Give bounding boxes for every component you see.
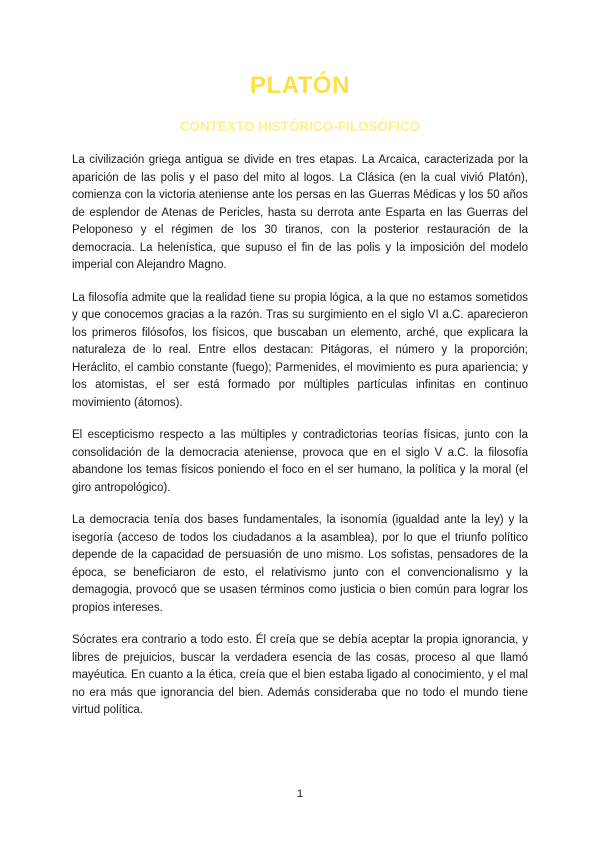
- page-number: 1: [296, 788, 304, 800]
- document-subtitle: CONTEXTO HISTÓRICO-FILOSÓFICO: [179, 119, 421, 134]
- paragraph-etapas: La civilización griega antigua se divide en tres etapas. La Arcaica, caracterizada por la aparición de las polis y el paso del mito al logos. La Clásica (en la cual vivió Platón), comienza con la victoria ateniense ante los persas en las Guerras Médicas y los 50 años de esplendor de Atenas de Pericles, hasta su derrota ante Esparta en las Guerras del Peloponeso y el régimen de los 30 tiranos, con la posterior restauración de la democracia. La helenística, que supuso el fin de las polis y la imposición del modelo imperial con Alejandro Magno.: [72, 154, 528, 271]
- paragraph-democracia: La democracia tenía dos bases fundamentales, la isonomía (igualdad ante la ley) y la isegoría (acceso de todos los ciudadanos a la asamblea), por lo que el triunfo político depende de la capacidad de persuasión de uno mismo. Los sofistas, pensadores de la época, se beneficiaron de esto, el relativismo junto con el convencionalismo y la demagogia, provocó que se usasen términos como justicia o bien común para lograr los propios intereses.: [72, 514, 528, 614]
- paragraph-filosofia: La filosofía admite que la realidad tiene su propia lógica, a la que no estamos sometidos y que conocemos gracias a la razón. Tras su surgimiento en el siglo VI a.C. aparecieron los primeros filósofos, los físicos, que buscaban un elemento, arché, que explicara la naturaleza de lo real. Entre ellos destacan: Pitágoras, el número y la proporción; Heráclito, el cambio constante (fuego); Parmenides, el movimiento es pura apariencia; y los atomistas, el ser está formado por múltiples partículas infinitas en continuo movimiento (átomos).: [72, 291, 528, 409]
- paragraph-escepticismo: El escepticismo respecto a las múltiples y contradictorias teorías físicas, junto con la consolidación de la democracia ateniense, provoca que en el siglo V a.C. la filosofía abandone los temas físicos poniendo el foco en el ser humano, la política y la moral (el giro antropológico).: [72, 429, 528, 494]
- document-body: [72, 152, 528, 735]
- document-title: PLATÓN: [250, 72, 350, 99]
- paragraph-socrates: Sócrates era contrario a todo esto. Él creía que se debía aceptar la propia ignorancia, y libres de prejuicios, buscar la verdadera esencia de las cosas, proceso al que llamó mayéutica. En cuanto a la ética, creía que el bien estaba ligado al conocimiento, y el mal no era más que ignorancia del bien. Además consideraba que no todo el mundo tiene virtud política.: [72, 634, 528, 716]
